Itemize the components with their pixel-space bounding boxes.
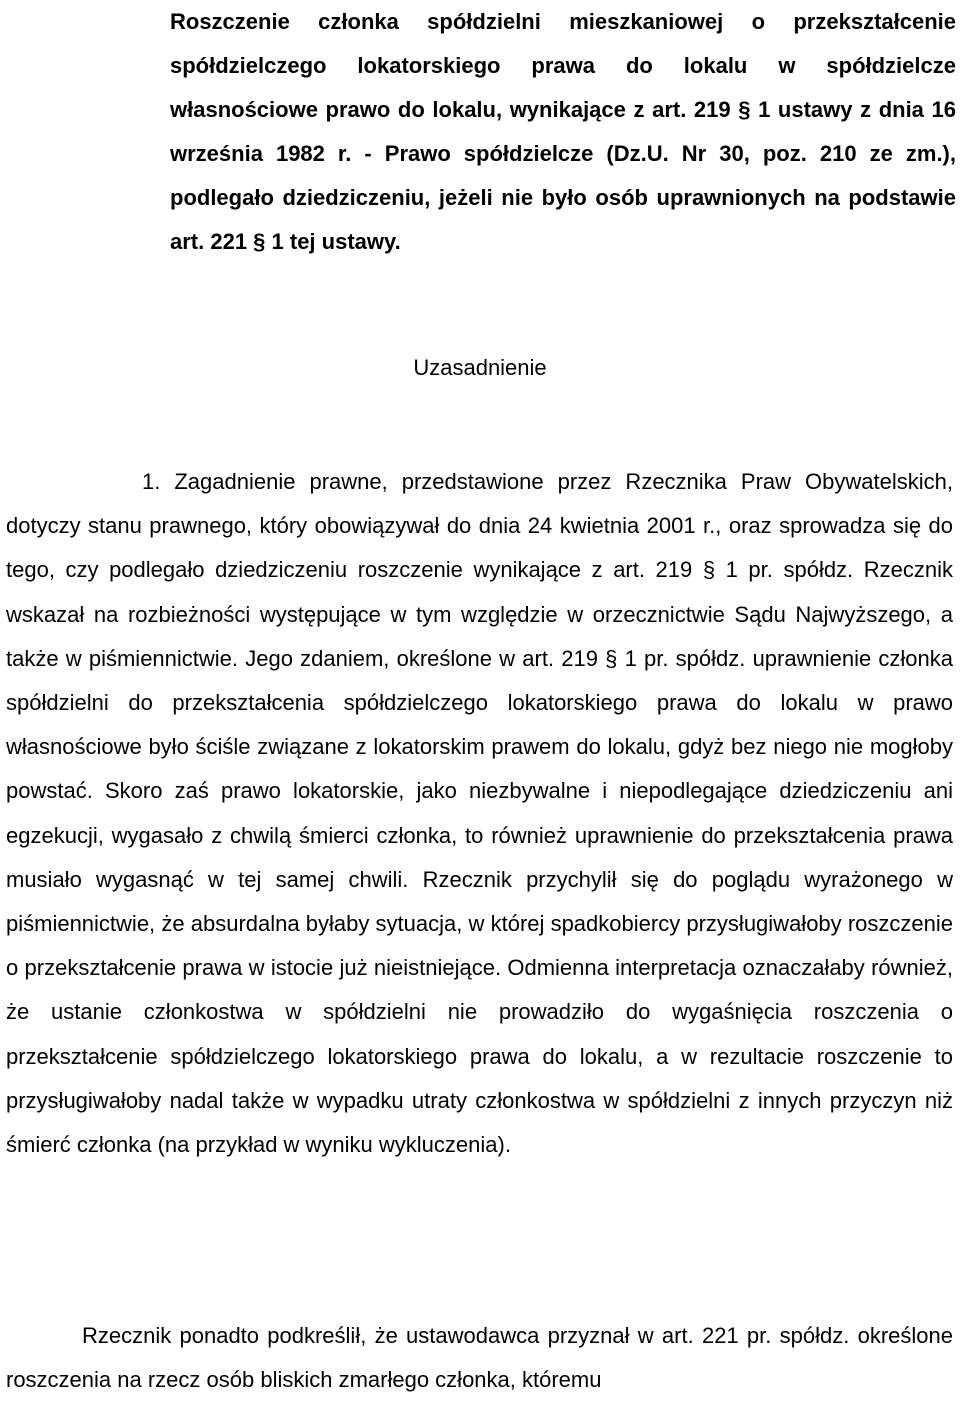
thesis-text: Roszczenie członka spółdzielni mieszkaniowej o przekształcenie spółdzielczego lokatorskiego prawa do lokalu w spółdzielcze własnościowe prawo do lokalu, wynikające z art. 219 § 1 ustawy z dnia 16 września 1982 r. - Prawo spółdzielcze (Dz.U. Nr 30, poz. 210 ze zm.), podlegało dziedziczeniu, jeżeli nie było osób uprawnionych na podstawie art. 221 § 1 tej ustawy. [170,9,956,254]
section-heading: Uzasadnienie [413,355,547,380]
body-paragraph-1: 1. Zagadnienie prawne, przedstawione przez Rzecznika Praw Obywatelskich, dotyczy stanu prawnego, który obowiązywał do dnia 24 kwietnia 2001 r., oraz sprowadza się do tego, czy podlegało dziedziczeniu roszczenie wynikające z art. 219 § 1 pr. spółdz. Rzecznik wskazał na rozbieżności występujące w tym względzie w orzecznictwie Sądu Najwyższego, a także w piśmiennictwie. Jego zdaniem, określone w art. 219 § 1 pr. spółdz. uprawnienie członka spółdzielni do przekształcenia spółdzielczego lokatorskiego prawa do lokalu w prawo własnościowe było ściśle związane z lokatorskim prawem do lokalu, gdyż bez niego nie mogłoby powstać. Skoro zaś prawo lokatorskie, jako niezbywalne i niepodlegające dziedziczeniu ani egzekucji, wygasało z chwilą śmierci członka, to również uprawnienie do przekształcenia prawa musiało wygasnąć w tej samej chwili. Rzecznik przychylił się do poglądu wyrażonego w piśmiennictwie, że absurdalna byłaby sytuacja, w której spadkobiercy przysługiwałoby roszczenie o przekształcenie prawa w istocie już nieistniejące. Odmienna interpretacja oznaczałaby również, że ustanie członkostwa w spółdzielni nie prowadziło do wygaśnięcia roszczenia o przekształcenie spółdzielczego lokatorskiego prawa do lokalu, a w rezultacie roszczenie to przysługiwałoby nadal także w wypadku utraty członkostwa w spółdzielni z innych przyczyn niż śmierć członka (na przykład w wyniku wykluczenia). [6,469,953,1158]
body-paragraph-2: Rzecznik ponadto podkreślił, że ustawodawca przyznał w art. 221 pr. spółdz. określone roszczenia na rzecz osób bliskich zmarłego członka, któremu [6,1323,953,1393]
